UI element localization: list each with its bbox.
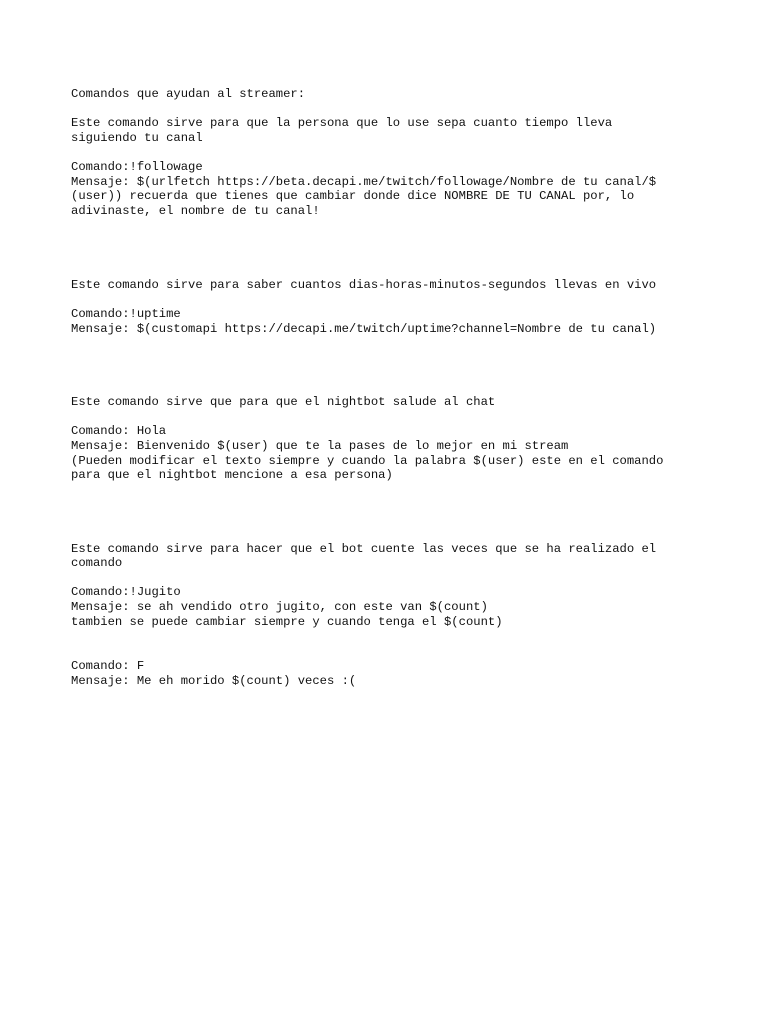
followage-command: Comando:!followage xyxy=(71,160,203,174)
jugito-message: Mensaje: se ah vendido otro jugito, con este van $(count) xyxy=(71,600,488,614)
hola-description: Este comando sirve que para que el nightbot salude al chat xyxy=(71,395,496,409)
jugito-note: tambien se puede cambiar siempre y cuando tenga el $(count) xyxy=(71,615,503,629)
hola-message: Mensaje: Bienvenido $(user) que te la pases de lo mejor en mi stream xyxy=(71,439,569,453)
uptime-description: Este comando sirve para saber cuantos dias-horas-minutos-segundos llevas en vivo xyxy=(71,278,657,292)
followage-description: Este comando sirve para que la persona que lo use sepa cuanto tiempo lleva xyxy=(71,116,613,130)
f-message: Mensaje: Me eh morido $(count) veces :( xyxy=(71,674,357,688)
hola-command: Comando: Hola xyxy=(71,424,167,438)
followage-description: siguiendo tu canal xyxy=(71,131,203,145)
uptime-command: Comando:!uptime xyxy=(71,307,181,321)
f-command: Comando: F xyxy=(71,659,145,673)
uptime-message: Mensaje: $(customapi https://decapi.me/twitch/uptime?channel=Nombre de tu canal) xyxy=(71,322,657,336)
jugito-description: Este comando sirve para hacer que el bot cuente las veces que se ha realizado el xyxy=(71,542,657,556)
document-title: Comandos que ayudan al streamer: xyxy=(71,87,306,101)
jugito-command: Comando:!Jugito xyxy=(71,585,181,599)
hola-note: para que el nightbot mencione a esa persona) xyxy=(71,468,393,482)
followage-message: (user)) recuerda que tienes que cambiar donde dice NOMBRE DE TU CANAL por, lo xyxy=(71,189,635,203)
followage-message: Mensaje: $(urlfetch https://beta.decapi.me/twitch/followage/Nombre de tu canal/$ xyxy=(71,175,657,189)
jugito-description: comando xyxy=(71,556,123,570)
followage-message: adivinaste, el nombre de tu canal! xyxy=(71,204,320,218)
hola-note: (Pueden modificar el texto siempre y cuando la palabra $(user) este en el comando xyxy=(71,454,664,468)
